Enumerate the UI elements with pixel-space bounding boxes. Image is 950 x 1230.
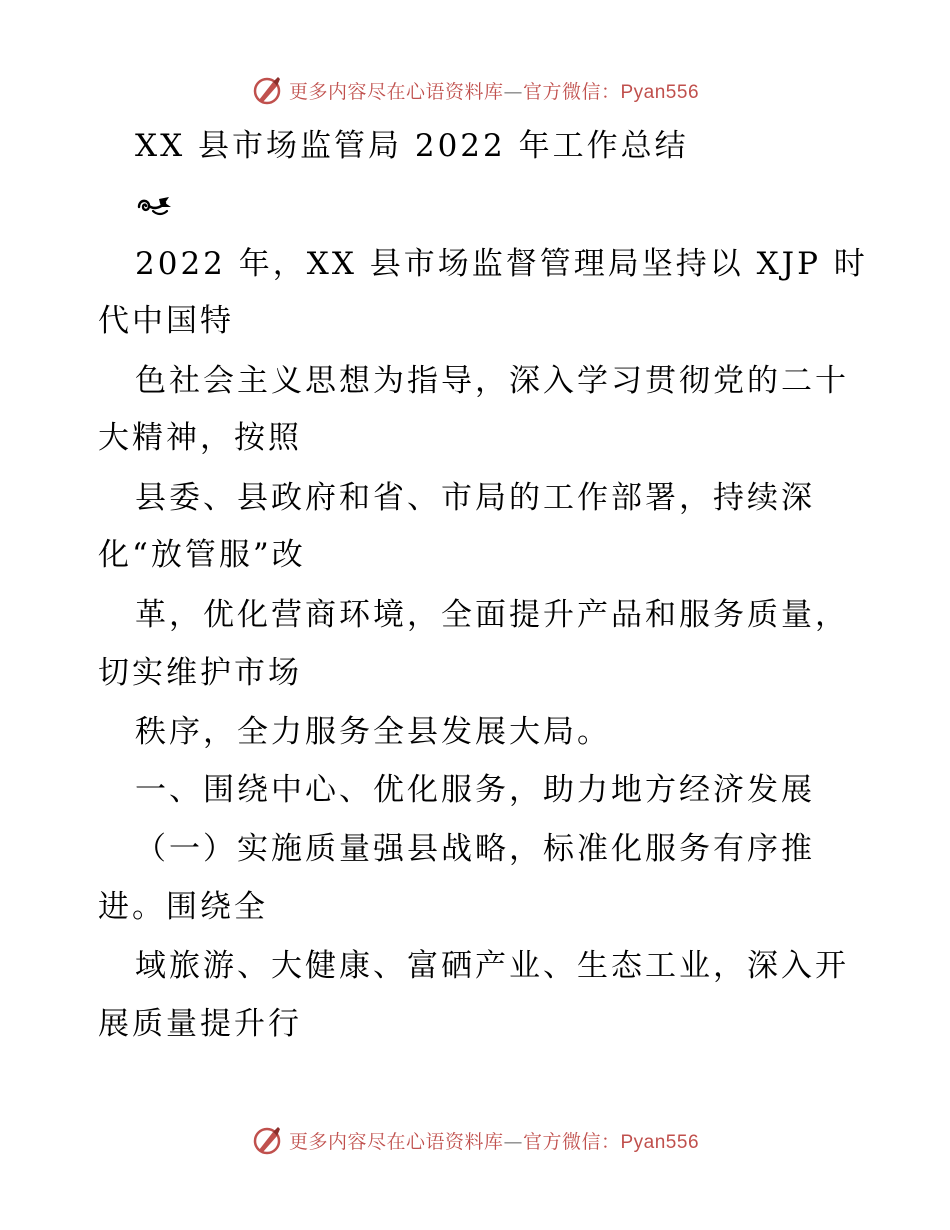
header-banner-wechat-id: Pyan556 [620,81,700,103]
document-title: XX 县市场监管局 2022 年工作总结 [135,128,689,164]
paragraph-line-5: 县委、县政府和省、市局的工作部署，持续深 [135,480,815,516]
paragraph-line-6: 化“放管服”改 [98,537,306,573]
paragraph-line-3: 色社会主义思想为指导，深入学习贯彻党的二十 [135,363,849,399]
footer-banner-dash: — [503,1130,523,1153]
header-banner-wechat-label: 官方微信： [522,80,621,103]
header-banner-dash: — [503,80,523,103]
paragraph-line-4: 大精神，按照 [98,420,302,456]
paragraph-line-8: 切实维护市场 [98,655,302,691]
pen-nib-logo-icon [251,1124,283,1156]
section-heading-1: 一、围绕中心、优化服务，助力地方经济发展 [135,772,815,808]
swirl-ornament-icon [135,193,173,219]
paragraph-line-1: 2022 年，XX 县市场监督管理局坚持以 XJP 时 [135,246,868,282]
paragraph-line-13: 域旅游、大健康、富硒产业、生态工业，深入开 [135,948,849,984]
paragraph-line-2: 代中国特 [98,303,234,339]
subsection-heading-1: （一）实施质量强县战略，标准化服务有序推 [135,831,815,867]
paragraph-line-7: 革，优化营商环境，全面提升产品和服务质量， [135,597,849,633]
header-banner-title: 更多内容尽在心语资料库 [288,80,504,103]
footer-banner-title: 更多内容尽在心语资料库 [288,1130,504,1153]
paragraph-line-12: 进。围绕全 [98,889,268,925]
footer-banner [0,1120,950,1160]
footer-banner-text [289,1127,699,1154]
paragraph-line-14: 展质量提升行 [98,1006,302,1042]
footer-banner-wechat-label: 官方微信： [522,1130,621,1153]
footer-banner-wechat-id: Pyan556 [620,1131,700,1153]
paragraph-line-9: 秩序，全力服务全县发展大局。 [135,714,611,750]
